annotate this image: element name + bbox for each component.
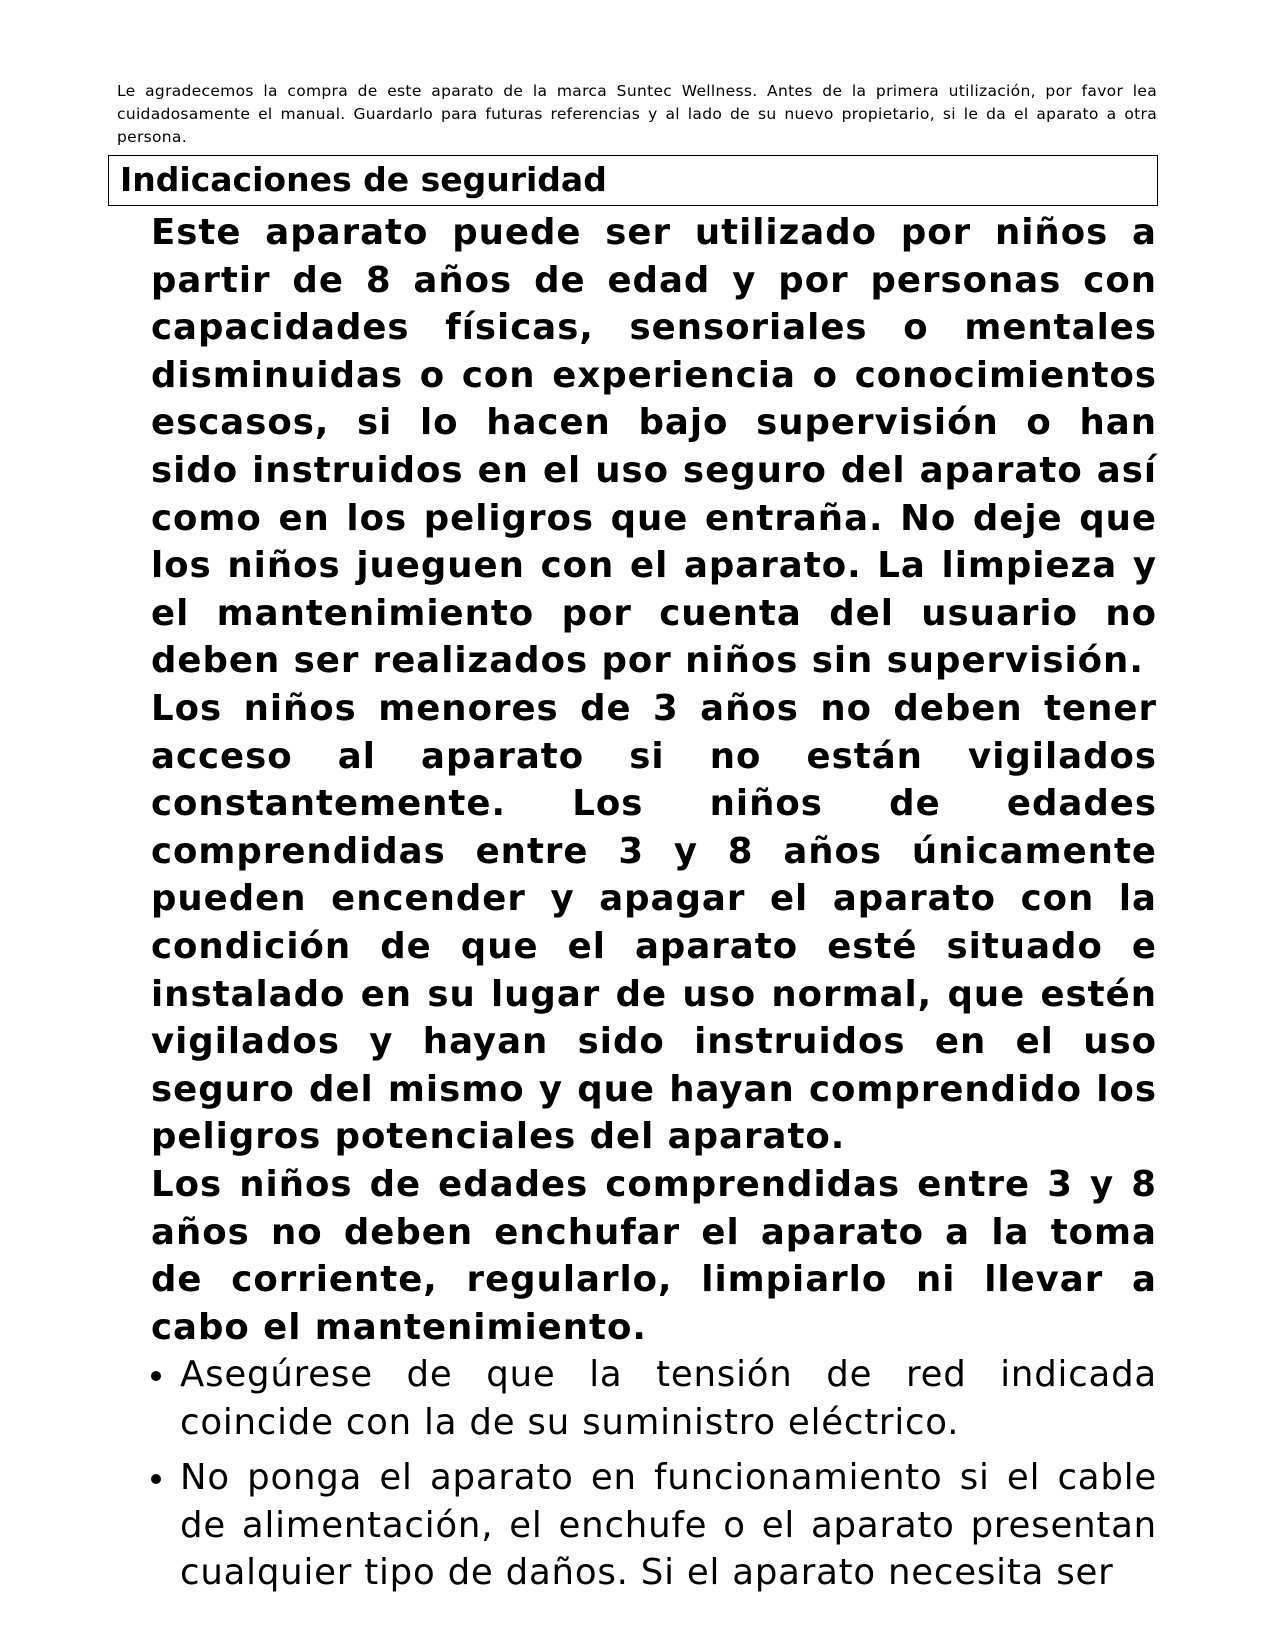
bullet-dot-icon bbox=[151, 1474, 161, 1484]
safety-paragraph-children-8: Este aparato puede ser utilizado por niños a partir de 8 años de edad y por personas con capacidades físicas, sensoriales o mentales disminuidas o con experiencia o conocimientos escasos, si lo hacen bajo supervisión o han sido instruidos en el uso seguro del aparato así como en los peligros que entraña. No deje que los niños jueguen con el aparato. La limpieza y el mantenimiento por cuenta del usuario no deben ser realizados por niños sin supervisión. bbox=[151, 212, 1157, 682]
section-header-box bbox=[108, 155, 1158, 206]
list-item bbox=[151, 1351, 1157, 1446]
bullet-text: Asegúrese de que la tensión de red indicada coincide con la de su suministro eléctrico. bbox=[180, 1354, 1157, 1443]
list-item bbox=[151, 1454, 1157, 1597]
bullet-dot-icon bbox=[151, 1371, 161, 1381]
safety-paragraph-children-3-8: Los niños de edades comprendidas entre 3 y 8 años no deben enchufar el aparato a la toma de corriente, regularlo, limpiarlo ni llevar a cabo el mantenimiento. bbox=[151, 1164, 1157, 1348]
section-title: Indicaciones de seguridad bbox=[120, 160, 607, 199]
safety-bullet-list bbox=[151, 1351, 1157, 1605]
intro-text: Le agradecemos la compra de este aparato de la marca Suntec Wellness. Antes de la primera utilización, por favor lea cuidadosamente el manual. Guardarlo para futuras referencias y al lado de su nuevo propietario, si le da el aparato a otra persona. bbox=[117, 82, 1157, 146]
bullet-text: No ponga el aparato en funcionamiento si el cable de alimentación, el enchufe o el aparato presentan cualquier tipo de daños. Si el aparato necesita ser bbox=[180, 1457, 1157, 1594]
safety-paragraph-children-under-3: Los niños menores de 3 años no deben tener acceso al aparato si no están vigilados constantemente. Los niños de edades comprendidas entre 3 y 8 años únicamente pueden encender y apagar el aparato con la condición de que el aparato esté situado e instalado en su lugar de uso normal, que estén vigilados y hayan sido instruidos en el uso seguro del mismo y que hayan comprendido los peligros potenciales del aparato. bbox=[151, 688, 1157, 1158]
